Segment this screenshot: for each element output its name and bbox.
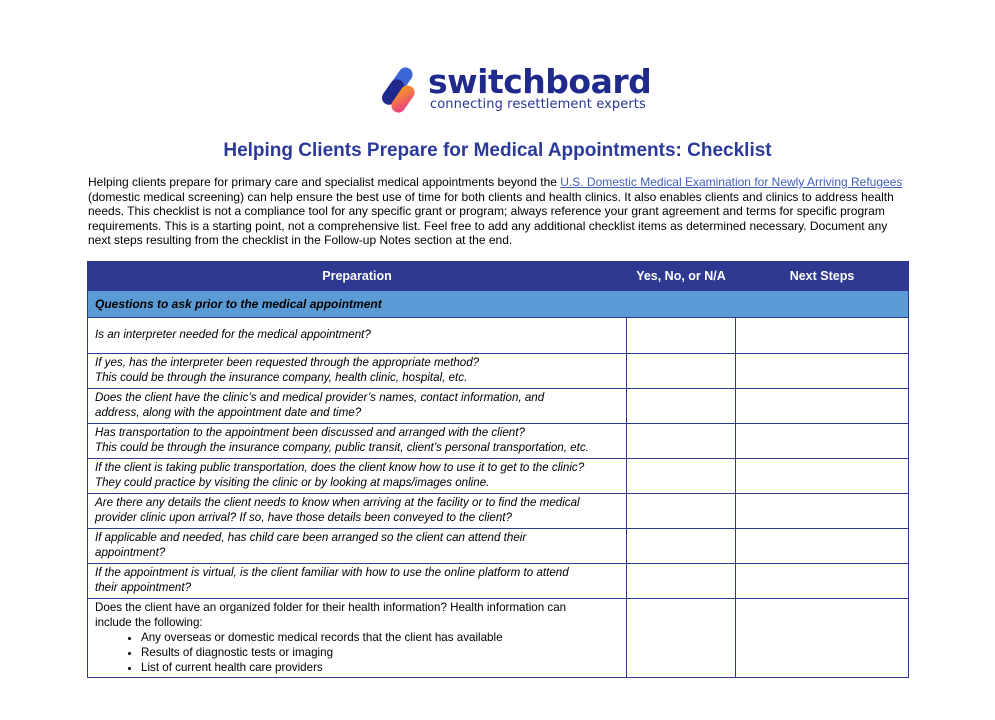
header-yes-no-na: Yes, No, or N/A [627, 262, 736, 291]
next-steps-cell[interactable] [736, 318, 909, 354]
answer-cell[interactable] [627, 318, 736, 354]
table-row [88, 389, 909, 424]
question-line-2: provider clinic upon arrival? If so, have those details been conveyed to the client? [95, 511, 512, 524]
answer-cell[interactable] [627, 354, 736, 389]
table-row [88, 564, 909, 599]
next-steps-cell[interactable] [736, 424, 909, 459]
answer-cell[interactable] [627, 599, 736, 678]
question-line-2: appointment? [95, 546, 166, 559]
next-steps-cell[interactable] [736, 459, 909, 494]
table-row [88, 494, 909, 529]
question-line-2: address, along with the appointment date and time? [95, 406, 362, 419]
health-info-list [95, 630, 619, 675]
question-cell [88, 529, 627, 564]
answer-cell[interactable] [627, 459, 736, 494]
intro-text-before-link: Helping clients prepare for primary care and specialist medical appointments beyond the [88, 175, 561, 189]
switchboard-logo-mark-icon [376, 64, 424, 118]
question-cell [88, 564, 627, 599]
logo-tagline: connecting resettlement experts [430, 97, 646, 112]
question-line-1: Does the client have the clinic’s and medical provider’s names, contact information, and [95, 391, 545, 405]
question-line-2: This could be through the insurance company, health clinic, hospital, etc. [95, 371, 468, 384]
table-row [88, 459, 909, 494]
section-row [88, 291, 909, 318]
answer-cell[interactable] [627, 494, 736, 529]
answer-cell[interactable] [627, 564, 736, 599]
header-preparation: Preparation [88, 262, 627, 291]
question-cell [88, 318, 627, 354]
question-line-1: Does the client have an organized folder for their health information? Health information can [95, 601, 567, 614]
answer-cell[interactable] [627, 424, 736, 459]
table-row [88, 354, 909, 389]
question-line-1: If applicable and needed, has child care been arranged so the client can attend their [95, 531, 527, 545]
question-cell [88, 494, 627, 529]
question-line-2: their appointment? [95, 581, 192, 594]
switchboard-logo [376, 62, 652, 118]
next-steps-cell[interactable] [736, 529, 909, 564]
intro-text-after-link: (domestic medical screening) can help ensure the best use of time for both clients and health clinics. It also enables clients and clinics to address health needs. This checklist is not a compliance tool for any specific grant or program; always reference your grant agreement and terms for specific program requirements. This is a starting point, not a comprehensive list. Feel free to add any additional checklist items as determined necessary. Document any next steps resulting from the checklist in the Follow-up Notes section at the end. [88, 189, 894, 248]
table-header-row [88, 262, 909, 291]
next-steps-cell[interactable] [736, 354, 909, 389]
list-item: • List of current health care providers [141, 660, 619, 675]
next-steps-cell[interactable] [736, 599, 909, 678]
question-cell [88, 424, 627, 459]
question-line-1: If the appointment is virtual, is the client familiar with how to use the online platform to attend [95, 566, 569, 580]
answer-cell[interactable] [627, 529, 736, 564]
logo-wordmark: switchboard [428, 62, 652, 101]
table-row [88, 599, 909, 678]
question-line-2: They could practice by visiting the clinic or by looking at maps/images online. [95, 476, 490, 489]
domestic-medical-exam-link[interactable]: U.S. Domestic Medical Examination for Newly Arriving Refugees [560, 175, 903, 189]
table-row [88, 424, 909, 459]
question-line-1: Is an interpreter needed for the medical appointment? [95, 328, 371, 342]
question-line-1: Has transportation to the appointment been discussed and arranged with the client? [95, 426, 525, 440]
question-line-1: Are there any details the client needs to know when arriving at the facility or to find the medical [95, 496, 580, 510]
checklist-table [87, 261, 909, 678]
intro-paragraph [88, 175, 910, 248]
question-cell [88, 459, 627, 494]
question-line-2: include the following: [95, 615, 203, 629]
next-steps-cell[interactable] [736, 389, 909, 424]
question-line-2: This could be through the insurance company, public transit, client’s personal transportation, etc. [95, 441, 589, 454]
next-steps-cell[interactable] [736, 564, 909, 599]
page-title: Helping Clients Prepare for Medical Appointments: Checklist [223, 140, 772, 161]
question-cell [88, 599, 627, 678]
next-steps-cell[interactable] [736, 494, 909, 529]
header-next-steps: Next Steps [736, 262, 909, 291]
question-cell [88, 354, 627, 389]
answer-cell[interactable] [627, 389, 736, 424]
question-cell [88, 389, 627, 424]
section-title: Questions to ask prior to the medical appointment [88, 291, 909, 318]
table-row [88, 529, 909, 564]
list-item: • Any overseas or domestic medical records that the client has available [141, 630, 619, 645]
table-row [88, 318, 909, 354]
question-line-1: If yes, has the interpreter been requested through the appropriate method? [95, 356, 480, 370]
list-item: • Results of diagnostic tests or imaging [141, 645, 619, 660]
question-line-1: If the client is taking public transportation, does the client know how to use it to get to the clinic? [95, 461, 585, 475]
